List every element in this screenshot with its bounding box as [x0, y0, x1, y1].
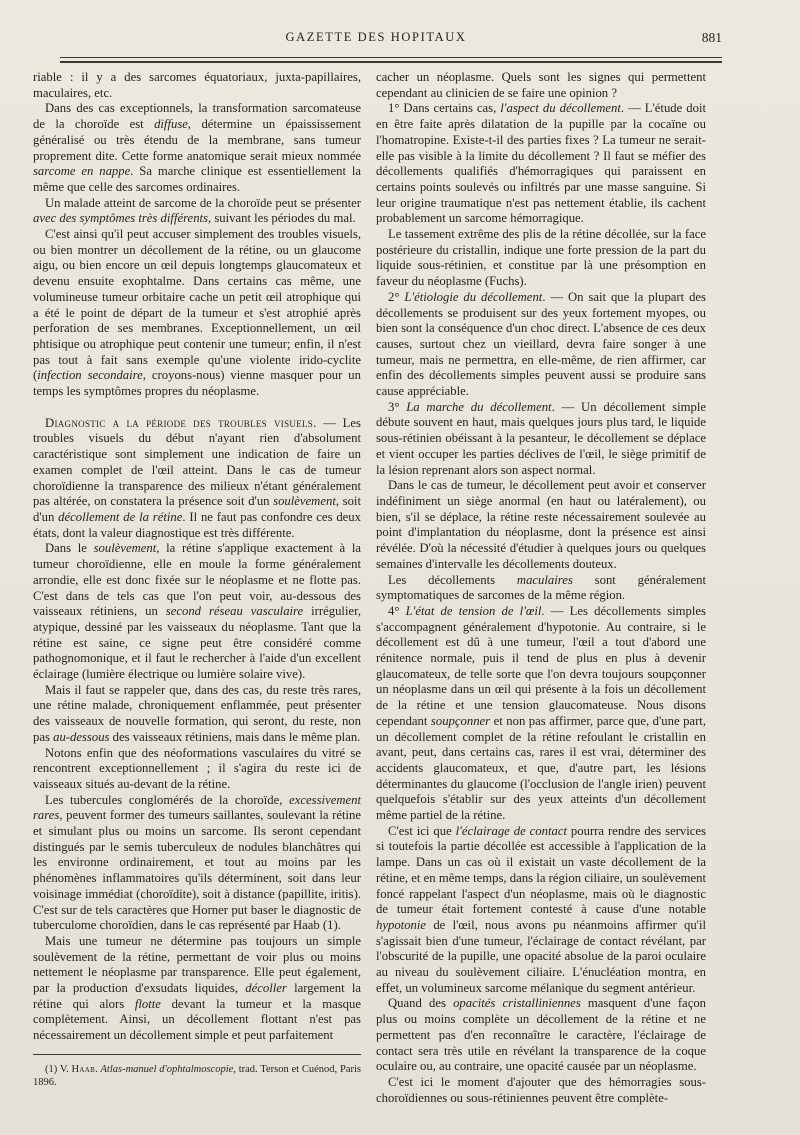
paragraph	[376, 604, 706, 824]
section-paragraph-diagnostic	[33, 416, 361, 542]
text-run: riable : il y a des sarcomes équatoriaux, juxta-papillaires, maculaires, etc.	[33, 70, 361, 100]
text-run: . — Les décollements simples s'accompagnent généralement d'hypotonie. Au contraire, si le décollement est dû à une tumeur, l'œil a tout d'abord une rénitence normale, puis il tend de plus en plus à devenir glaucomateux, de telle sorte que l'on devra toujours soupçonner un néoplasme dans un œil qui présente à la fois un décollement de la rétine et une tension glaucomateuse. Nous disons cependant	[376, 603, 706, 728]
italic-text: soulèvement	[273, 494, 336, 509]
italic-text: décollement de la rétine	[58, 509, 183, 524]
text-run: C'est ici que	[388, 823, 456, 838]
footnote-separator	[33, 1054, 361, 1055]
text-run: sont généralement symptomatiques de sarcomes de la même région.	[376, 572, 706, 603]
text-run: Mais une tumeur ne détermine pas toujours un simple soulèvement de la rétine, permettant de voir plus ou moins nettement le néoplasme par transparence. Elle peut également, par la production d'exsudats liquides,	[33, 933, 361, 996]
text-run: , croyons-nous) vienne masquer pour un temps les symptômes propres du néoplasme.	[33, 368, 361, 399]
paragraph	[376, 478, 706, 572]
text-run: . — Un décollement simple débute souvent en haut, mais quelques jours plus tard, le liquide sous-rétinien obéissant à la pesanteur, le décollement se déplace et vient occuper les parties déclives de l'œil, le siège primitif de la lésion reprenant alors son aspect normal.	[376, 399, 706, 477]
left-column	[33, 70, 361, 1089]
italic-text: l'aspect du décollement	[500, 101, 621, 116]
paragraph	[376, 290, 706, 400]
text-run: largement la rétine qui alors	[33, 981, 362, 1011]
paragraph	[33, 746, 361, 793]
paragraph	[376, 70, 706, 101]
small-caps-text: Haab	[71, 1063, 96, 1075]
paragraph	[33, 934, 361, 1044]
text-run: Dans des cas exceptionnels, la transformation sarcomateuse de la choroïde est	[33, 101, 361, 132]
text-run: masquent d'une façon plus ou moins complète un décollement de la rétine et ne permettent pas d'en reconnaître le caractère, l'éclairage de contact sera très utile en révélant la transparence de la coque oculaire ou, au contraire, une opacité causée par un néoplasme.	[376, 996, 707, 1074]
italic-text: décoller	[245, 981, 287, 996]
text-run: 2°	[388, 289, 405, 304]
text-run: Les tubercules conglomérés de la choroïde,	[45, 792, 290, 807]
paragraph	[376, 996, 706, 1075]
paragraph	[33, 101, 361, 195]
paragraph	[376, 1075, 706, 1106]
text-run: , la rétine s'applique exactement à la tumeur choroïdienne, elle en moule la forme généralement arrondie, elle est donc fixée sur le néoplasme et ne flotte pas. C'est dans de tels cas que l'on peut voir, au-dessous des vaisseaux rétiniens, un	[33, 541, 361, 619]
text-run: Un malade atteint de sarcome de la choroïde peut se présenter	[45, 195, 361, 210]
text-run: C'est ainsi qu'il peut accuser simplement des troubles visuels, ou bien montrer un décollement de la rétine, ou un glaucome aigu, ou bien encore un œil depuis longtemps glaucomateux et devenu ensuite exophtalme. Dans certains cas même, une volumineuse tumeur orbitaire cache un petit œil atrophique qui a été le point de départ de la tumeur et s'est atrophié après perforation de ses membranes. Exceptionnellement, un œil phtisique ou atrophique peut contenir une tumeur; enfin, il n'est pas tout à fait sans exemple qu'une violente irido-cyclite (	[33, 227, 361, 383]
text-run: , soit d'un	[33, 494, 361, 524]
text-run: .	[95, 1063, 101, 1075]
italic-text: L'état de tension de l'œil	[405, 603, 542, 618]
italic-text: opacités cristalliniennes	[453, 996, 581, 1011]
italic-text: l'éclairage de contact	[455, 823, 567, 838]
header-rule-thick	[60, 61, 722, 63]
text-run: Dans le	[45, 541, 94, 556]
text-run: et non pas affirmer, parce que, d'une part, un décollement complet de la rétine refoulant le cristallin en avant, peut, dans certains cas, rares il est vrai, déterminer des accidents glaucomateux, et que, d'autre part, les lésions déterminantes du glaucome (l'occlusion de l'angle irien) peuvent quelquefois s'établir sur des yeux atteints d'un décollement même partiel de la rétine.	[376, 713, 706, 823]
paragraph	[376, 101, 706, 227]
paragraph	[33, 541, 361, 682]
small-caps-text: Diagnostic a la période des troubles visuels.	[45, 415, 317, 430]
running-title: GAZETTE DES HOPITAUX	[285, 30, 467, 44]
text-run: pourra rendre des services si toutefois la partie décollée est accessible à l'application de la lampe. Dans un cas où il existait un vaste décollement de la rétine, et en même temps, dans la région ciliaire, un soulèvement foncé rappelant l'aspect d'un néoplasme, mais où le diagnostic de tumeur était fortement contesté à cause d'une notable	[376, 823, 706, 917]
italic-text: hypotonie	[376, 917, 427, 932]
text-run: devant la tumeur et la masque complètement. Ainsi, un décollement flottant n'est pas nécessairement un décollement simple et peut parfaitement	[33, 996, 362, 1043]
page-number: 881	[701, 30, 722, 45]
italic-text: L'étiologie du décollement	[404, 289, 543, 304]
paragraph	[33, 793, 361, 934]
header-rule-thin	[60, 57, 722, 58]
italic-text: au-dessous	[53, 729, 110, 744]
page-header	[30, 30, 722, 52]
footnote	[33, 1063, 361, 1089]
italic-text: maculaires	[516, 572, 573, 587]
text-run: , trad. Terson et Cuénod, Paris 1896.	[33, 1063, 361, 1088]
text-run: , détermine un épaississement généralisé ou très étendu de la membrane, sans tumeur proprement dite. Cette forme anatomique serait mieux nommée	[33, 117, 361, 163]
italic-text: Atlas-manuel d'ophtalmoscopie	[100, 1063, 234, 1075]
text-run: 3°	[388, 399, 407, 414]
text-run: Notons enfin que des néoformations vasculaires du vitré se rencontrent exceptionnellement ; il s'agira du reste ici de vaisseaux situés au-devant de la rétine.	[33, 745, 361, 791]
text-run: irrégulier, atypique, dessiné par les vaisseaux du néoplasme. Tant que la rétine est saine, ce signe peut être considéré comme pathognomonique, et il faut le rechercher à l'aide d'un excellent éclairage (lumière électrique ou lumière solaire vive).	[33, 604, 361, 682]
italic-text: infection secondaire	[37, 368, 143, 383]
text-run: . — L'étude doit en être faite après dilatation de la pupille par la cocaïne ou l'homatropine. Existe-t-il des parties fixes ? La tumeur ne serait-elle pas visible à la limite du décollement ? Il faut se méfier des décollements qualifiés d'hémorragiques qui paraissent en certains points soulevés ou infiltrés par une masse sanguine. Si leur origine traumatique n'est pas nettement établie, ils cachent probablement un sarcome hémorragique.	[376, 101, 706, 226]
paragraph	[33, 227, 361, 400]
text-run: de l'œil, nous avons pu néanmoins affirmer qu'il s'agissait bien d'une tumeur, l'éclairage de contact révélant, par l'obscurité de la pupille, une opacité absolue de la paroi oculaire au niveau du soulèvement ciliaire. L'énucléation montra, en effet, un volumineux sarcome mélanique du segment antérieur.	[376, 917, 706, 995]
italic-text: avec des symptômes très différents	[33, 211, 208, 226]
text-run: . Sa marche clinique est essentiellement la même que celle des sarcomes ordinaires.	[33, 164, 361, 194]
text-run: — Les troubles visuels du début n'ayant rien d'absolument caractéristique sont simplement une indication de faire un examen complet de l'œil atteint. Dans le cas de tumeur choroïdienne la transparence des milieux n'étant généralement pas altérée, on constatera la présence soit d'un	[33, 415, 361, 509]
text-run: Quand des	[388, 996, 454, 1011]
italic-text: second réseau vasculaire	[165, 604, 304, 619]
text-run: Les décollements	[388, 572, 517, 587]
text-run: Le tassement extrême des plis de la rétine décollée, sur la face postérieure du cristallin, indique une forte pression de la part du liquide sous-rétinien, et constitue par là une présomption en faveur du néoplasme (Fuchs).	[376, 227, 706, 289]
italic-text: soupçonner	[430, 713, 491, 728]
text-run: Dans le cas de tumeur, le décollement peut avoir et conserver indéfiniment un siège anormal (en haut ou latéralement), ou bien, s'il se déplace, la rétine reste nécessairement soulevée au point d'implantation du néoplasme, dont la présence est ainsi révélée. D'où la nécessité d'étudier à quelques jours ou quelques semaines d'intervalle les décollements douteux.	[376, 478, 706, 571]
text-run: . Il ne faut pas confondre ces deux états, dont la valeur diagnostique est très différente.	[33, 509, 361, 540]
italic-text: sarcome en nappe	[33, 164, 131, 179]
text-run: 4°	[388, 603, 406, 618]
paragraph	[33, 196, 361, 227]
text-run: Mais il faut se rappeler que, dans des cas, du reste très rares, une rétine malade, chroniquement enflammée, peut présenter des vaisseaux de nouvelle formation, qui seront, du reste, non pas	[33, 682, 361, 744]
right-column	[376, 70, 706, 1106]
paragraph	[376, 400, 706, 479]
italic-text: flotte	[134, 996, 161, 1011]
text-run: , suivant les périodes du mal.	[208, 211, 356, 226]
italic-text: diffuse	[154, 117, 188, 132]
paragraph	[376, 227, 706, 290]
paragraph	[376, 573, 706, 604]
text-run: (1) V.	[45, 1063, 72, 1075]
text-run: . — On sait que la plupart des décollements se produisent sur des yeux fortement myopes, ou bien sont la conséquence d'un choc direct. L'absence de ces deux causes, surtout chez un vieillard, devra faire songer à une tumeur, mais ne permettra, en elle-même, de rien affirmer, car enfin des décollements simples peuvent aussi se produire sans cause appréciable.	[376, 289, 706, 399]
paragraph	[33, 683, 361, 746]
text-run: 1° Dans certains cas,	[388, 101, 501, 116]
text-run: , peuvent former des tumeurs saillantes, soulevant la rétine et simulant plus ou moins un sarcome. Ils seront cependant distingués par le semis tuberculeux de nodules blanchâtres qui les environne ordinairement, et tout au moins par les phénomènes inflammatoires qu'ils déterminent, soit dans leur voisinage immédiat (choroïdite), soit à distance (papillite, iritis). C'est sur de tels caractères que Horner put baser le diagnostic de tuberculome choroïdien, dans le cas représenté par Haab (1).	[33, 808, 361, 933]
paragraph	[376, 824, 706, 997]
text-run: des vaisseaux rétiniens, mais dans le même plan.	[109, 729, 361, 744]
paragraph	[33, 70, 361, 101]
text-run: C'est ici le moment d'ajouter que des hémorragies sous-choroïdiennes ou sous-rétiniennes peuvent être complète-	[376, 1075, 706, 1105]
text-run: cacher un néoplasme. Quels sont les signes qui permettent cependant au clinicien de se faire une opinion ?	[376, 70, 706, 100]
italic-text: excessivement rares	[33, 792, 361, 823]
italic-text: soulèvement	[93, 541, 157, 556]
italic-text: La marche du décollement	[406, 399, 552, 414]
